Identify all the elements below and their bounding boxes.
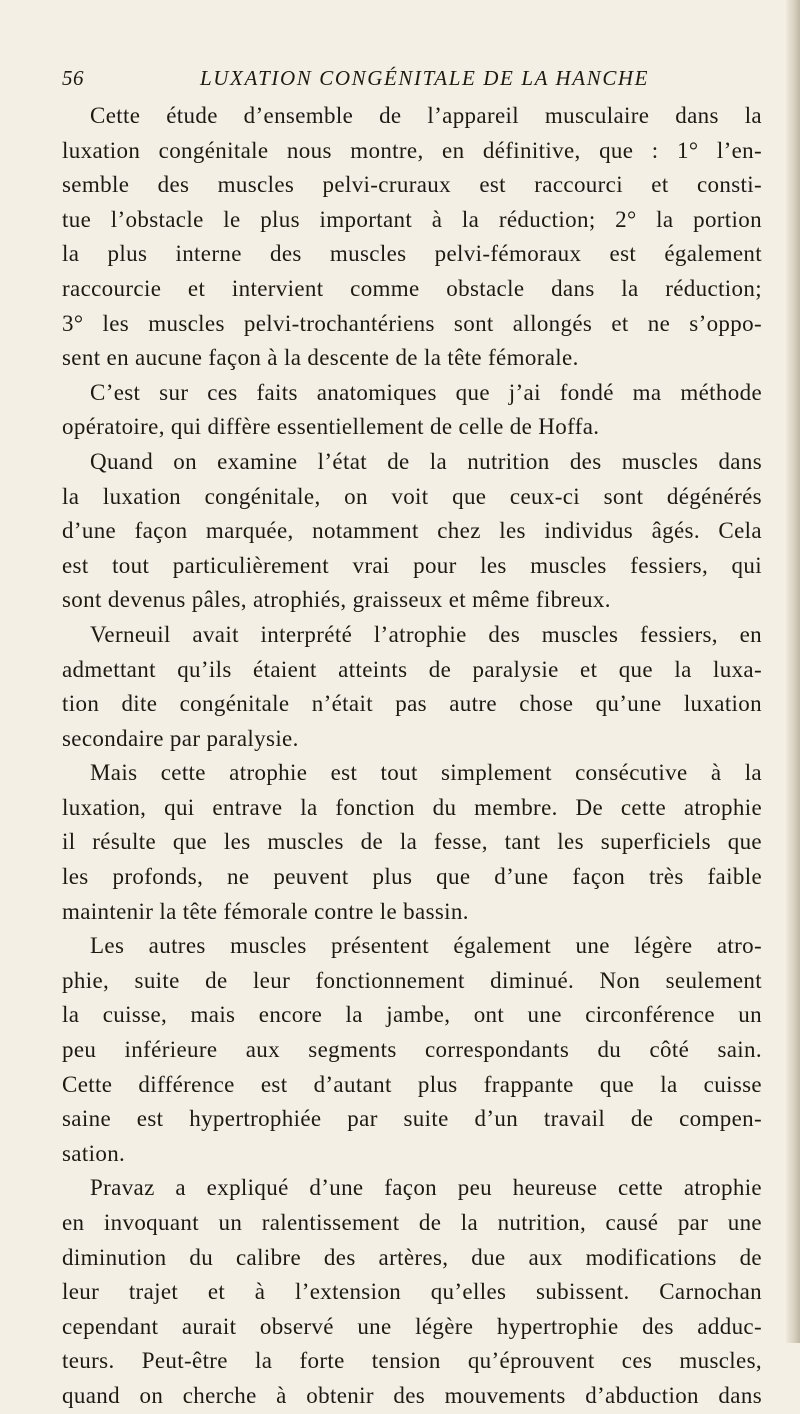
text-line: semble des muscles pelvi-cruraux est raccourci et consti- — [62, 172, 762, 198]
text-line: sent en aucune façon à la descente de la tête fémorale. — [62, 345, 579, 371]
text-line: raccourcie et intervient comme obstacle dans la réduction; — [62, 275, 762, 301]
text-line: Quand on examine l’état de la nutrition des muscles dans — [90, 448, 762, 474]
text-line: Cette étude d’ensemble de l’appareil musculaire dans la — [90, 103, 762, 128]
page-edge-shadow — [786, 0, 800, 1343]
text-line: tue l’obstacle le plus important à la réduction; 2° la portion — [62, 206, 762, 232]
text-line: cependant aurait observé une légère hypertrophie des adduc- — [62, 1313, 762, 1339]
text-line: admettant qu’ils étaient atteints de paralysie et que la luxa- — [62, 656, 762, 682]
text-line: les profonds, ne peuvent plus que d’une façon très faible — [62, 864, 762, 890]
text-line: Cette différence est d’autant plus frappante que la cuisse — [62, 1071, 762, 1097]
text-line: sation. — [62, 1140, 126, 1166]
text-line: leur trajet et à l’extension qu’elles subissent. Carnochan — [62, 1279, 762, 1305]
text-line: phie, suite de leur fonctionnement diminué. Non seulement — [62, 967, 762, 993]
text-line: tion dite congénitale n’était pas autre chose qu’une luxation — [62, 691, 762, 717]
text-line: Pravaz a expliqué d’une façon peu heureuse cette atrophie — [90, 1175, 762, 1201]
text-line: maintenir la tête fémorale contre le bassin. — [62, 898, 469, 924]
text-line: la cuisse, mais encore la jambe, ont une circonférence un — [62, 1002, 762, 1028]
text-line: secondaire par paralysie. — [62, 725, 299, 751]
page-header — [62, 66, 762, 96]
text-line: diminution du calibre des artères, due aux modifications de — [62, 1244, 762, 1270]
text-line: en invoquant un ralentissement de la nutrition, causé par une — [62, 1210, 762, 1235]
text-line: peu inférieure aux segments correspondants du côté sain. — [62, 1037, 762, 1063]
page-number: 56 — [62, 66, 84, 90]
text-line: d’une façon marquée, notamment chez les individus âgés. Cela — [62, 518, 762, 544]
text-line: la plus interne des muscles pelvi-fémoraux est également — [62, 241, 762, 267]
text-line: saine est hypertrophiée par suite d’un travail de compen- — [62, 1106, 762, 1132]
text-line: sont devenus pâles, atrophiés, graisseux et même fibreux. — [62, 587, 611, 613]
text-line: C’est sur ces faits anatomiques que j’ai fondé ma méthode — [90, 379, 762, 405]
text-line: Verneuil avait interprété l’atrophie des muscles fessiers, en — [90, 621, 762, 647]
text-line: il résulte que les muscles de la fesse, tant les superficiels que — [62, 829, 762, 855]
text-line: est tout particulièrement vrai pour les muscles fessiers, qui — [62, 552, 762, 578]
text-line: luxation, qui entrave la fonction du membre. De cette atrophie — [62, 794, 762, 820]
body-text — [62, 99, 762, 1414]
text-line: quand on cherche à obtenir des mouvements d’abduction dans — [62, 1382, 762, 1408]
text-line: Mais cette atrophie est tout simplement consécutive à la — [90, 760, 762, 786]
text-line: teurs. Peut-être la forte tension qu’éprouvent ces muscles, — [62, 1348, 762, 1374]
text-line: luxation congénitale nous montre, en définitive, que : 1° l’en- — [62, 137, 762, 163]
text-line: Les autres muscles présentent également une légère atro- — [90, 933, 762, 959]
text-line: la luxation congénitale, on voit que ceux-ci sont dégénérés — [62, 483, 762, 509]
running-title: LUXATION CONGÉNITALE DE LA HANCHE — [200, 66, 650, 90]
text-line: opératoire, qui diffère essentiellement de celle de Hoffa. — [62, 414, 600, 440]
text-line: 3° les muscles pelvi-trochantériens sont allongés et ne s’oppo- — [62, 310, 762, 336]
